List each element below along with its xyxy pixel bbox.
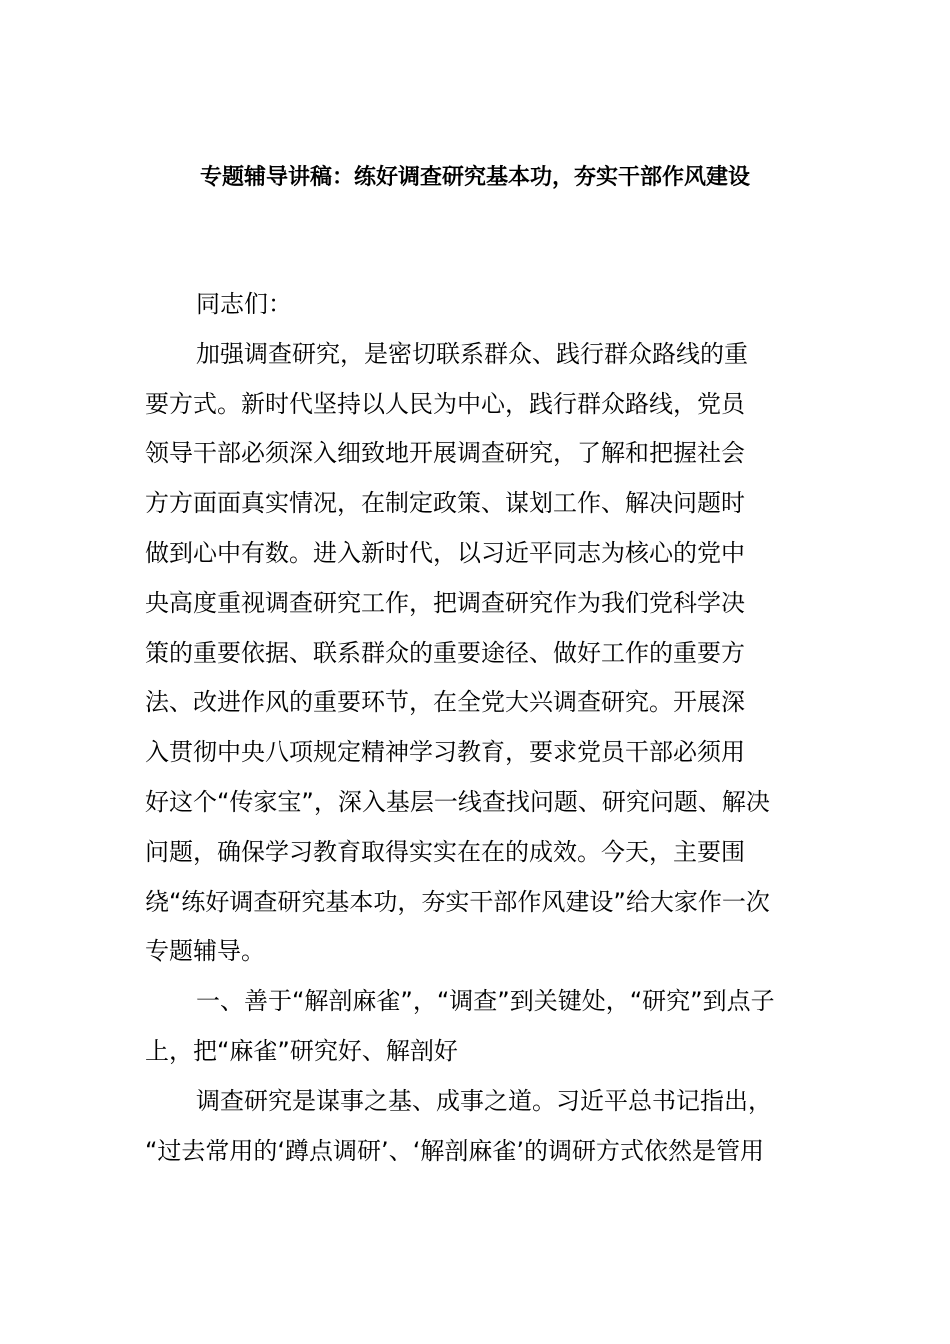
body-line: 方方面面真实情况，在制定政策、谋划工作、解决问题时 bbox=[145, 489, 745, 518]
document-title: 专题辅导讲稿：练好调查研究基本功，夯实干部作风建设 bbox=[199, 165, 750, 190]
body-line: 做到心中有数。进入新时代，以习近平同志为核心的党中 bbox=[145, 538, 745, 567]
body-line: 同志们： bbox=[196, 290, 292, 318]
section-heading-line: 一、善于“解剖麻雀”，“调查”到关键处，“研究”到点子 bbox=[196, 987, 775, 1016]
body-line: 调查研究是谋事之基、成事之道。习近平总书记指出， bbox=[196, 1086, 772, 1115]
document-body bbox=[145, 280, 835, 1176]
body-line: 好这个“传家宝”，深入基层一线查找问题、研究问题、解决 bbox=[145, 787, 770, 816]
body-line: 要方式。新时代坚持以人民为中心，践行群众路线，党员 bbox=[145, 389, 745, 418]
body-line: 央高度重视调查研究工作，把调查研究作为我们党科学决 bbox=[145, 588, 745, 617]
body-line: 问题，确保学习教育取得实实在在的成效。今天，主要围 bbox=[145, 837, 745, 866]
section-heading-line: 上，把“麻雀”研究好、解剖好 bbox=[145, 1036, 458, 1065]
body-line: “过去常用的‘蹲点调研’、‘解剖麻雀’的调研方式依然是管用 bbox=[145, 1136, 764, 1165]
body-line: 入贯彻中央八项规定精神学习教育，要求党员干部必须用 bbox=[145, 738, 745, 767]
body-line: 领导干部必须深入细致地开展调查研究，了解和把握社会 bbox=[145, 439, 745, 468]
body-line: 绕“练好调查研究基本功，夯实干部作风建设”给大家作一次 bbox=[145, 887, 770, 916]
body-line: 策的重要依据、联系群众的重要途径、做好工作的重要方 bbox=[145, 638, 745, 667]
body-line: 专题辅导。 bbox=[145, 937, 265, 966]
body-line: 加强调查研究，是密切联系群众、践行群众路线的重 bbox=[196, 339, 748, 368]
body-line: 法、改进作风的重要环节，在全党大兴调查研究。开展深 bbox=[145, 688, 745, 717]
